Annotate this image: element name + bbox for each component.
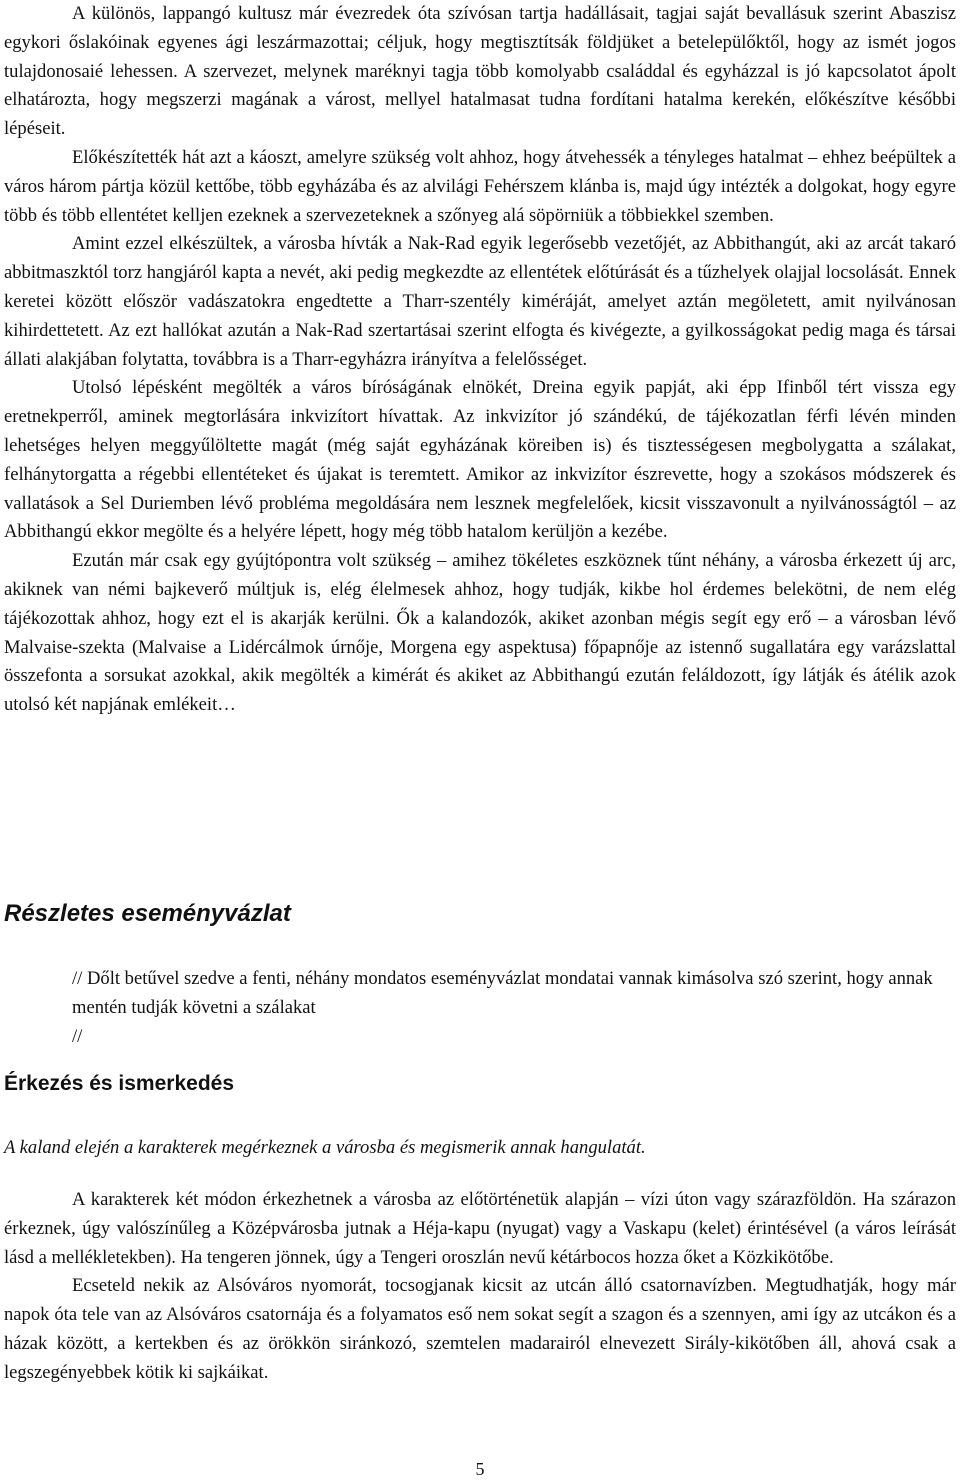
editor-note [72,964,956,1051]
paragraph-5: Ezután már csak egy gyújtópontra volt szükség – amihez tökéletes eszköznek tűnt néhány, a városba érkezett új arc, akiknek van némi bajkeverő múltjuk is, elég élelmesek ahhoz, hogy tudják, kikbe hol érdemes belekötni, de nem elég tájékozottak ahhoz, hogy ezt el is akarják kerülni. Ők a kalandozók, akiket azonban mégis segít egy erő – a városban lévő Malvaise-szekta (Malvaise a Lidércálmok úrnője, Morgena egy aspektusa) főpapnője az istennő sugallatára egy varázslattal összefonta a sorsukat azokkal, akik megölték a kimérát és akiket az Abbithangú ezután feláldozott, így látják és átélik azok utolsó két napjának emlékeit… [4,550,956,716]
page-number: 5 [475,1459,485,1479]
note-line: // Dőlt betűvel szedve a fenti, néhány mondatos eseményvázlat mondatai vannak kimásolva szó szerint, hogy annak mentén tudják követni a szálakat [72,968,933,1018]
paragraph-1: A különös, lappangó kultusz már évezredek óta szívósan tartja hadállásait, tagjai saját bevallásuk szerint Abaszisz egykori őslakóinak egyenes ági leszármazottai; céljuk, hogy megtisztítsák földjüket a betelepülőktől, hogy az ismét jogos tulajdonosaié lehessen. A szervezet, melynek maréknyi tagja több komolyabb családdal és egyházzal is jó kapcsolatot ápolt elhatározta, hogy megszerzi magának a várost, mellyel hatalmasat tudna fordítani hatalma kerekén, előkészítve későbbi lépéseit. [4,3,956,140]
body-section-background [4,0,956,720]
subsection-heading: Érkezés és ismerkedés [4,1072,235,1095]
paragraph-arrival-2: Ecseteld nekik az Alsóváros nyomorát, tocsogjanak kicsit az utcán álló csatornavízben. Megtudhatják, hogy már napok óta tele van az Alsóváros csatornája és a folyamatos eső nem sokat segít a szagon és a szennyen, ami így az utcákon és a házak között, a kertekben és az örökkön siránkozó, szemtelen madarairól elnevezett Sirály-kikötőben áll, ahová csak a legszegényebbek kötik ki sajkáikat. [4,1275,956,1383]
paragraph-4: Utolsó lépésként megölték a város bíróságának elnökét, Dreina egyik papját, aki épp Ifinből tért vissza egy eretnekperről, aminek megtorlására inkvizítort hívattak. Az inkvizítor jó szándékú, de tájékozatlan férfi lévén minden lehetséges helyen meggyűlöltette magát (még saját egyházának köreiben is) és tisztességesen megbolygatta a szálakat, felhánytorgatta a régebbi ellentéteket és újakat is teremtett. Amikor az inkvizítor észrevette, hogy a szokásos módszerek és vallatások a Sel Duriemben lévő probléma megoldására nem lesznek megfelelőek, kicsit visszavonult a nyilvánosságtól – az Abbithangú ekkor megölte és a helyére lépett, hogy még több hatalom kerüljön a kezébe. [4,377,956,543]
paragraph-arrival-1: A karakterek két módon érkezhetnek a városba az előtörténetük alapján – vízi úton vagy szárazföldön. Ha szárazon érkeznek, úgy valószínűleg a Középvárosba jutnak a Héja-kapu (nyugat) vagy a Vaskapu (kelet) érintésével (a város leírását lásd a mellékletekben). Ha tengeren jönnek, úgy a Tengeri oroszlán nevű kétárbocos hozza őket a Közkikötőbe. [4,1189,956,1268]
paragraph-3: Amint ezzel elkészültek, a városba hívták a Nak-Rad egyik legerősebb vezetőjét, az Abbithangút, aki az arcát takaró abbitmaszktól torz hangjáról kapta a nevét, aki pedig megkezdte az ellentétek előtúrását és a tűzhelyek olajjal locsolását. Ennek keretei között először vadászatokra engedtette a Tharr-szentély kiméráját, amelyet aztán megöletett, amit nyilvánosan kihirdettetett. Az ezt hallókat azután a Nak-Rad szertartásai szerint elfogta és kivégezte, a gyilkosságokat pedig maga és társai állati alakjában folytatta, továbbra is a Tharr-egyházra irányítva a felelősséget. [4,233,956,370]
section-heading: Részletes eseményvázlat [4,900,291,927]
body-section-arrival [4,1186,956,1388]
subsection-intro: A kaland elején a karakterek megérkeznek a városba és megismerik annak hangulatát. [4,1137,646,1158]
paragraph-2: Előkészítették hát azt a káoszt, amelyre szükség volt ahhoz, hogy átvehessék a tényleges hatalmat – ehhez beépültek a város három pártja közül kettőbe, több egyházába és az alvilági Fehérszem klánba is, majd úgy intézték a dolgokat, hogy egyre több és több ellentétet kelljen ezeknek a szervezeteknek a szőnyeg alá söpörniük a többiekkel szemben. [4,146,956,226]
note-line-end: // [72,1026,83,1047]
